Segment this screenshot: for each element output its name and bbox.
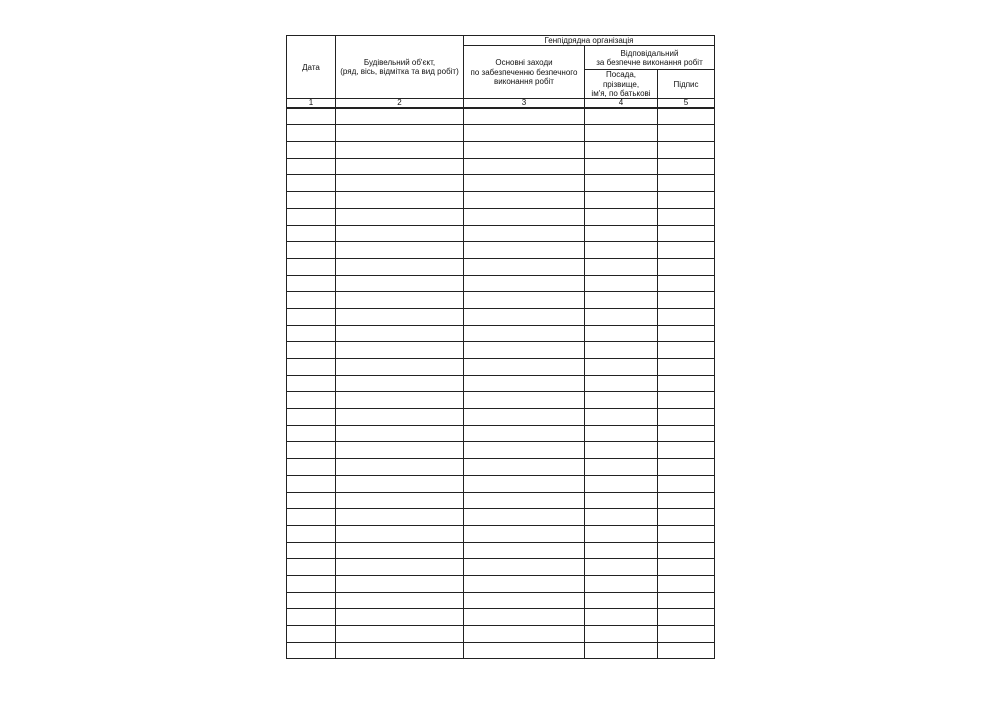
table-row [287,192,715,209]
table-cell[interactable] [585,275,658,292]
table-row [287,609,715,626]
table-cell[interactable] [336,475,464,492]
column-number: 3 [464,99,585,109]
table-cell[interactable] [287,108,336,125]
table-cell[interactable] [658,409,715,426]
table-row [287,375,715,392]
table-row [287,242,715,259]
table-row [287,459,715,476]
table-cell[interactable] [585,525,658,542]
table-row [287,308,715,325]
table-cell[interactable] [287,626,336,643]
table-cell[interactable] [287,192,336,209]
table-cell[interactable] [658,308,715,325]
table-row [287,225,715,242]
table-cell[interactable] [585,242,658,259]
table-row [287,509,715,526]
table-row [287,525,715,542]
table-row [287,275,715,292]
table-cell[interactable] [336,509,464,526]
header-responsible: Відповідальний за безпечне виконання робіт [585,46,715,70]
table-cell[interactable] [287,242,336,259]
table-row [287,175,715,192]
table-cell[interactable] [336,275,464,292]
table-cell[interactable] [464,108,585,125]
header-position-name: Посада, прізвище, ім'я, по батькові [585,70,658,99]
header-signature: Підпис [658,70,715,99]
table-cell[interactable] [336,642,464,659]
table-cell[interactable] [336,542,464,559]
table-cell[interactable] [464,275,585,292]
table-cell[interactable] [658,525,715,542]
table-row [287,158,715,175]
table-cell[interactable] [336,158,464,175]
table-row [287,108,715,125]
table-cell[interactable] [464,292,585,309]
table-cell[interactable] [585,225,658,242]
table-cell[interactable] [287,509,336,526]
table-row [287,292,715,309]
table-cell[interactable] [658,492,715,509]
table-cell[interactable] [585,142,658,159]
table-cell[interactable] [287,342,336,359]
table-cell[interactable] [585,475,658,492]
column-number: 2 [336,99,464,109]
table-cell[interactable] [464,609,585,626]
table-row [287,392,715,409]
table-cell[interactable] [464,592,585,609]
table-cell[interactable] [287,392,336,409]
table-cell[interactable] [585,375,658,392]
table-cell[interactable] [585,442,658,459]
table-row [287,325,715,342]
table-cell[interactable] [658,242,715,259]
table-cell[interactable] [658,509,715,526]
table-cell[interactable] [658,642,715,659]
column-number: 5 [658,99,715,109]
table-cell[interactable] [336,108,464,125]
table-row [287,442,715,459]
table-cell[interactable] [336,142,464,159]
table-cell[interactable] [464,459,585,476]
table-cell[interactable] [585,359,658,376]
table-cell[interactable] [287,492,336,509]
table-cell[interactable] [287,359,336,376]
table-cell[interactable] [336,125,464,142]
table-cell[interactable] [658,542,715,559]
table-cell[interactable] [464,342,585,359]
table-cell[interactable] [287,475,336,492]
table-row [287,208,715,225]
table-cell[interactable] [585,592,658,609]
table-cell[interactable] [464,225,585,242]
table-cell[interactable] [658,125,715,142]
table-cell[interactable] [464,509,585,526]
table-cell[interactable] [287,225,336,242]
table-cell[interactable] [336,442,464,459]
table-cell[interactable] [287,275,336,292]
table-cell[interactable] [336,242,464,259]
table-cell[interactable] [464,142,585,159]
table-cell[interactable] [287,425,336,442]
table-cell[interactable] [658,626,715,643]
table-cell[interactable] [464,525,585,542]
table-cell[interactable] [658,609,715,626]
table-cell[interactable] [658,442,715,459]
table-row [287,626,715,643]
table-cell[interactable] [336,525,464,542]
table-cell[interactable] [336,375,464,392]
table-cell[interactable] [658,459,715,476]
table-cell[interactable] [658,559,715,576]
table-cell[interactable] [287,258,336,275]
table-cell[interactable] [658,258,715,275]
table-cell[interactable] [585,175,658,192]
table-row [287,342,715,359]
table-cell[interactable] [287,292,336,309]
table-cell[interactable] [287,642,336,659]
header-measures: Основні заходи по забезпеченню безпечного виконання робіт [464,46,585,99]
table-row [287,542,715,559]
table-cell[interactable] [585,626,658,643]
table-cell[interactable] [336,425,464,442]
column-number: 1 [287,99,336,109]
table-cell[interactable] [464,258,585,275]
table-cell[interactable] [464,192,585,209]
table-cell[interactable] [464,308,585,325]
table-cell[interactable] [658,275,715,292]
table-cell[interactable] [464,175,585,192]
table-cell[interactable] [287,409,336,426]
table-cell[interactable] [585,509,658,526]
table-cell[interactable] [464,575,585,592]
table-cell[interactable] [287,125,336,142]
table-cell[interactable] [287,525,336,542]
table-cell[interactable] [585,642,658,659]
table-cell[interactable] [585,325,658,342]
table-cell[interactable] [585,292,658,309]
table-cell[interactable] [585,409,658,426]
table-cell[interactable] [585,208,658,225]
table-cell[interactable] [287,325,336,342]
table-cell[interactable] [336,575,464,592]
table-cell[interactable] [287,375,336,392]
table-cell[interactable] [287,142,336,159]
table-cell[interactable] [336,308,464,325]
table-cell[interactable] [658,359,715,376]
table-cell[interactable] [336,359,464,376]
table-cell[interactable] [585,575,658,592]
header-row-1 [287,36,715,46]
journal-table [286,35,715,659]
table-cell[interactable] [464,409,585,426]
table-cell[interactable] [585,192,658,209]
table-cell[interactable] [585,158,658,175]
table-cell[interactable] [585,392,658,409]
column-number: 4 [585,99,658,109]
header-general-contractor: Генпідрядна організація [464,36,715,46]
table-cell[interactable] [336,225,464,242]
table-cell[interactable] [336,492,464,509]
table-cell[interactable] [336,592,464,609]
table-cell[interactable] [464,125,585,142]
table-cell[interactable] [585,125,658,142]
table-cell[interactable] [585,609,658,626]
table-row [287,559,715,576]
table-cell[interactable] [464,375,585,392]
table-cell[interactable] [464,542,585,559]
table-cell[interactable] [464,242,585,259]
table-cell[interactable] [658,592,715,609]
table-cell[interactable] [658,108,715,125]
table-cell[interactable] [464,359,585,376]
table-cell[interactable] [464,158,585,175]
table-cell[interactable] [658,392,715,409]
table-cell[interactable] [658,292,715,309]
table-cell[interactable] [658,325,715,342]
table-row [287,575,715,592]
table-row [287,592,715,609]
table-cell[interactable] [336,609,464,626]
table-cell[interactable] [336,342,464,359]
table-row [287,475,715,492]
table-row [287,409,715,426]
table-cell[interactable] [287,559,336,576]
table-cell[interactable] [287,158,336,175]
table-cell[interactable] [585,492,658,509]
table-cell[interactable] [336,292,464,309]
table-cell[interactable] [658,342,715,359]
table-cell[interactable] [287,442,336,459]
table-cell[interactable] [336,325,464,342]
table-cell[interactable] [287,459,336,476]
table-cell[interactable] [464,492,585,509]
table-cell[interactable] [585,108,658,125]
table-cell[interactable] [287,175,336,192]
table-row [287,359,715,376]
table-cell[interactable] [336,208,464,225]
table-cell[interactable] [658,475,715,492]
table-cell[interactable] [464,642,585,659]
header-object: Будівельний об'єкт, (ряд, вісь, відмітка та вид робіт) [336,36,464,99]
table-cell[interactable] [287,308,336,325]
table-cell[interactable] [464,208,585,225]
table-cell[interactable] [585,559,658,576]
table-row [287,125,715,142]
table-cell[interactable] [336,459,464,476]
table-cell[interactable] [464,626,585,643]
table-cell[interactable] [336,175,464,192]
header-date: Дата [287,36,336,99]
table-cell[interactable] [658,158,715,175]
table-cell[interactable] [464,559,585,576]
table-cell[interactable] [287,609,336,626]
table-cell[interactable] [658,208,715,225]
table-cell[interactable] [585,542,658,559]
table-row [287,425,715,442]
table-cell[interactable] [585,308,658,325]
table-cell[interactable] [658,192,715,209]
table-cell[interactable] [585,342,658,359]
table-cell[interactable] [658,225,715,242]
table-cell[interactable] [287,208,336,225]
table-cell[interactable] [336,626,464,643]
table-cell[interactable] [658,425,715,442]
table-cell[interactable] [464,392,585,409]
table-cell[interactable] [658,575,715,592]
table-cell[interactable] [336,409,464,426]
table-row [287,142,715,159]
column-number-row [287,99,715,109]
table-cell[interactable] [336,559,464,576]
table-cell[interactable] [464,325,585,342]
table-cell[interactable] [658,142,715,159]
table-cell[interactable] [585,459,658,476]
table-cell[interactable] [464,425,585,442]
table-cell[interactable] [658,375,715,392]
table-cell[interactable] [585,258,658,275]
table-row [287,642,715,659]
table-cell[interactable] [336,192,464,209]
table-row [287,492,715,509]
table-cell[interactable] [658,175,715,192]
table-cell[interactable] [336,392,464,409]
table-cell[interactable] [287,542,336,559]
table-cell[interactable] [464,475,585,492]
table-row [287,258,715,275]
table-cell[interactable] [585,425,658,442]
table-cell[interactable] [287,592,336,609]
table-cell[interactable] [287,575,336,592]
table-cell[interactable] [336,258,464,275]
table-cell[interactable] [464,442,585,459]
